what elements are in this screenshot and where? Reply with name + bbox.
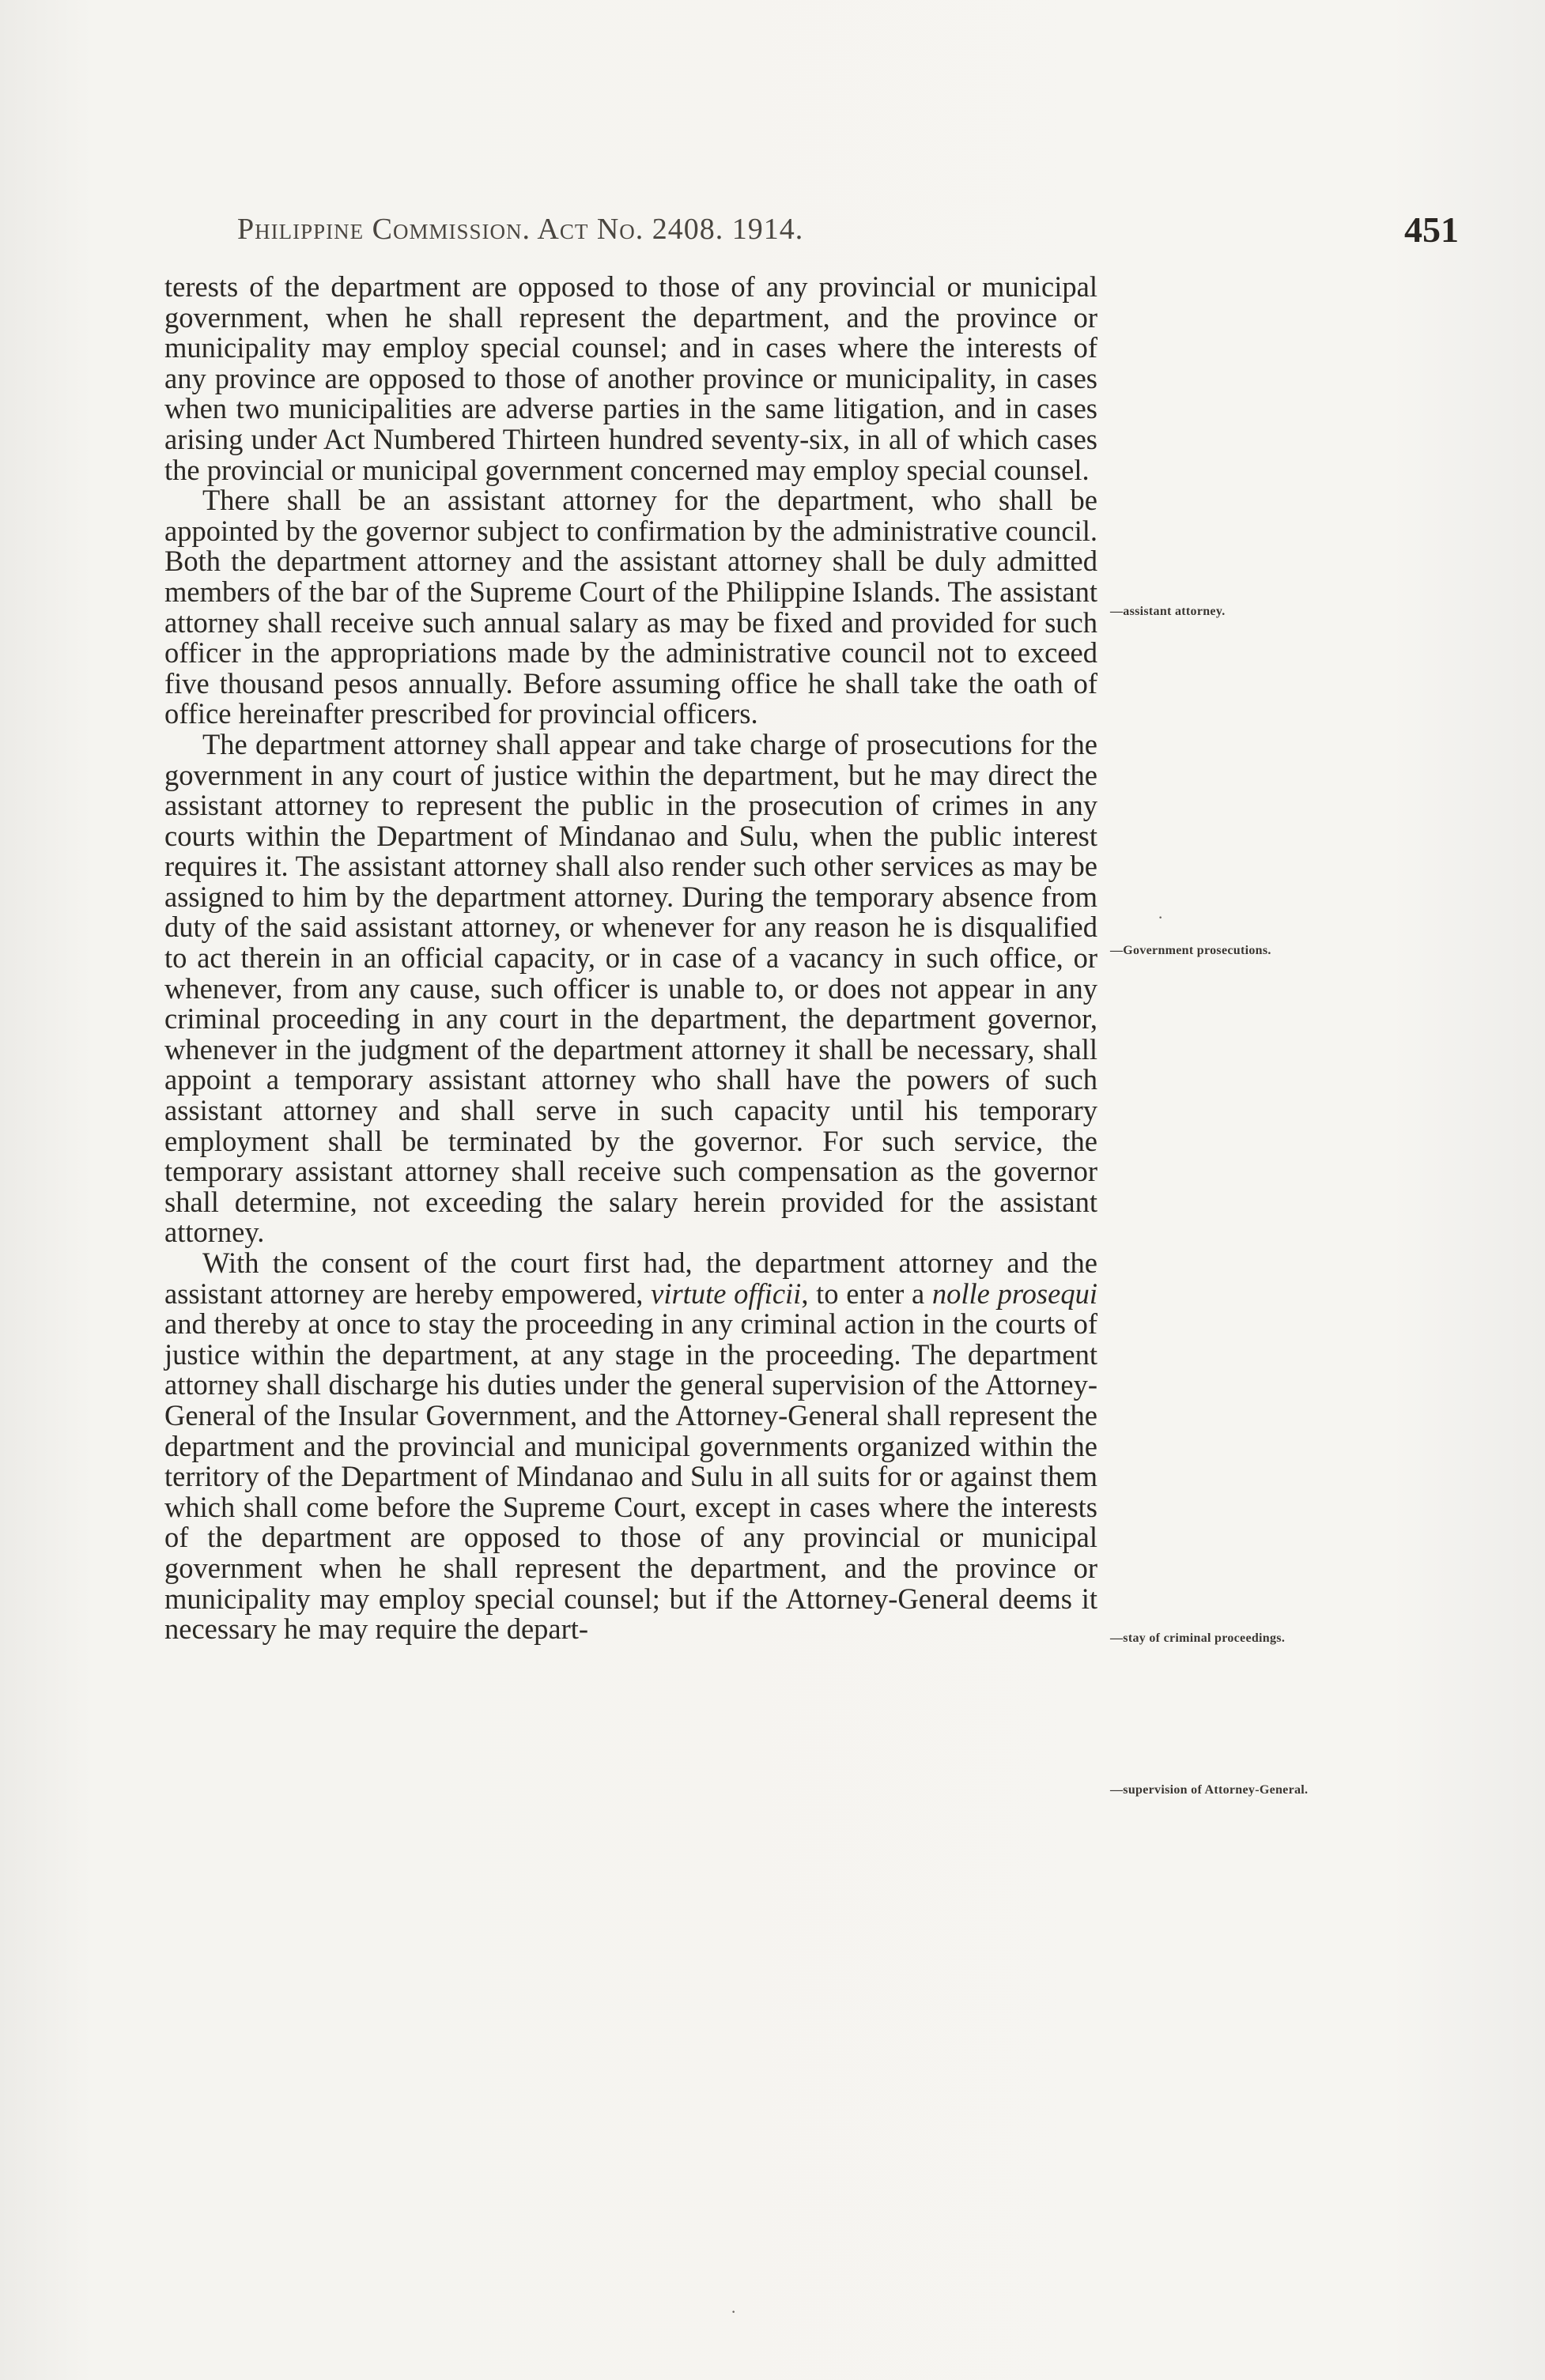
paragraph-4-part-3: and thereby at once to stay the proceeding in any criminal action in the courts of justice within the department, at any stage in the proceeding. The department attorney shall discharge his duties under the general supervision of the Attorney-General of the Insular Government, and the Attorney-General shall represent the department and the provincial and municipal governments organized within the territory of the Department of Mindanao and Sulu in all suits for or against them which shall come before the Supreme Court, except in cases where the interests of the department are opposed to those of any provincial or municipal government when he shall represent the department, and the province or municipality may employ special counsel; but if the Attorney-General deems it necessary he may require the depart- (164, 1307, 1097, 1646)
running-head: Philippine Commission. Act No. 2408. 1914. (237, 213, 804, 246)
margin-note-government-prosecutions: —Government prosecutions. (1110, 944, 1271, 957)
margin-note-stay-proceedings: —stay of criminal proceedings. (1110, 1631, 1286, 1645)
page-number: 451 (1404, 209, 1459, 250)
paragraph-4-part-1: With the consent of the court first had, the department attorney and the assistant attorney are hereby empowered, (164, 1247, 1097, 1310)
latin-phrase-virtute-officii: virtute officii (651, 1277, 802, 1310)
stray-mark: · (1158, 907, 1164, 927)
margin-note-assistant-attorney: —assistant attorney. (1110, 605, 1226, 618)
paragraph-1: terests of the department are opposed to those of any provincial or municipal government, when he shall represent the department, and the province or municipality may employ special counsel; and in cases where the interests of any province are opposed to those of another province or municipality, in cases when two municipalities are adverse parties in the same litigation, and in cases arising under Act Numbered Thirteen hundred seventy-six, in all of which cases the provincial or municipal government concerned may employ special counsel. (164, 270, 1097, 486)
latin-phrase-nolle-prosequi: nolle prosequi (931, 1277, 1097, 1310)
paragraph-4-part-2: , to enter a (801, 1277, 932, 1310)
stray-mark: · (731, 2302, 737, 2322)
paragraph-3: The department attorney shall appear and take charge of prosecutions for the government in any court of justice within the department, but he may direct the assistant attorney to represent the public in the prosecution of crimes in any courts within the Department of Mindanao and Sulu, when the public interest requires it. The assistant attorney shall also render such other services as may be assigned to him by the department attorney. During the temporary absence from duty of the said assistant attorney, or whenever for any reason he is disqualified to act therein in an official capacity, or in case of a vacancy in such office, or whenever, from any cause, such officer is unable to, or does not appear in any criminal proceeding in any court in the department, the department governor, whenever in the judgment of the department attorney it shall be necessary, shall appoint a temporary assistant attorney who shall have the powers of such assistant attorney and shall serve in such capacity until his temporary employment shall be terminated by the governor. For such service, the temporary assistant attorney shall receive such compensation as the governor shall determine, not exceeding the salary herein provided for the assistant attorney. (164, 727, 1097, 1249)
paragraph-4 (164, 1248, 1097, 1645)
paragraph-2: There shall be an assistant attorney for the department, who shall be appointed by the governor subject to confirmation by the administrative council. Both the department attorney and the assistant attorney shall be duly admitted members of the bar of the Supreme Court of the Philippine Islands. The assistant attorney shall receive such annual salary as may be fixed and provided for such officer in the appropriations made by the administrative council not to exceed five thousand pesos annually. Before assuming office he shall take the oath of office hereinafter prescribed for provincial officers. (164, 484, 1097, 730)
margin-note-supervision: —supervision of Attorney-General. (1110, 1783, 1309, 1797)
body-text (164, 272, 1097, 1645)
